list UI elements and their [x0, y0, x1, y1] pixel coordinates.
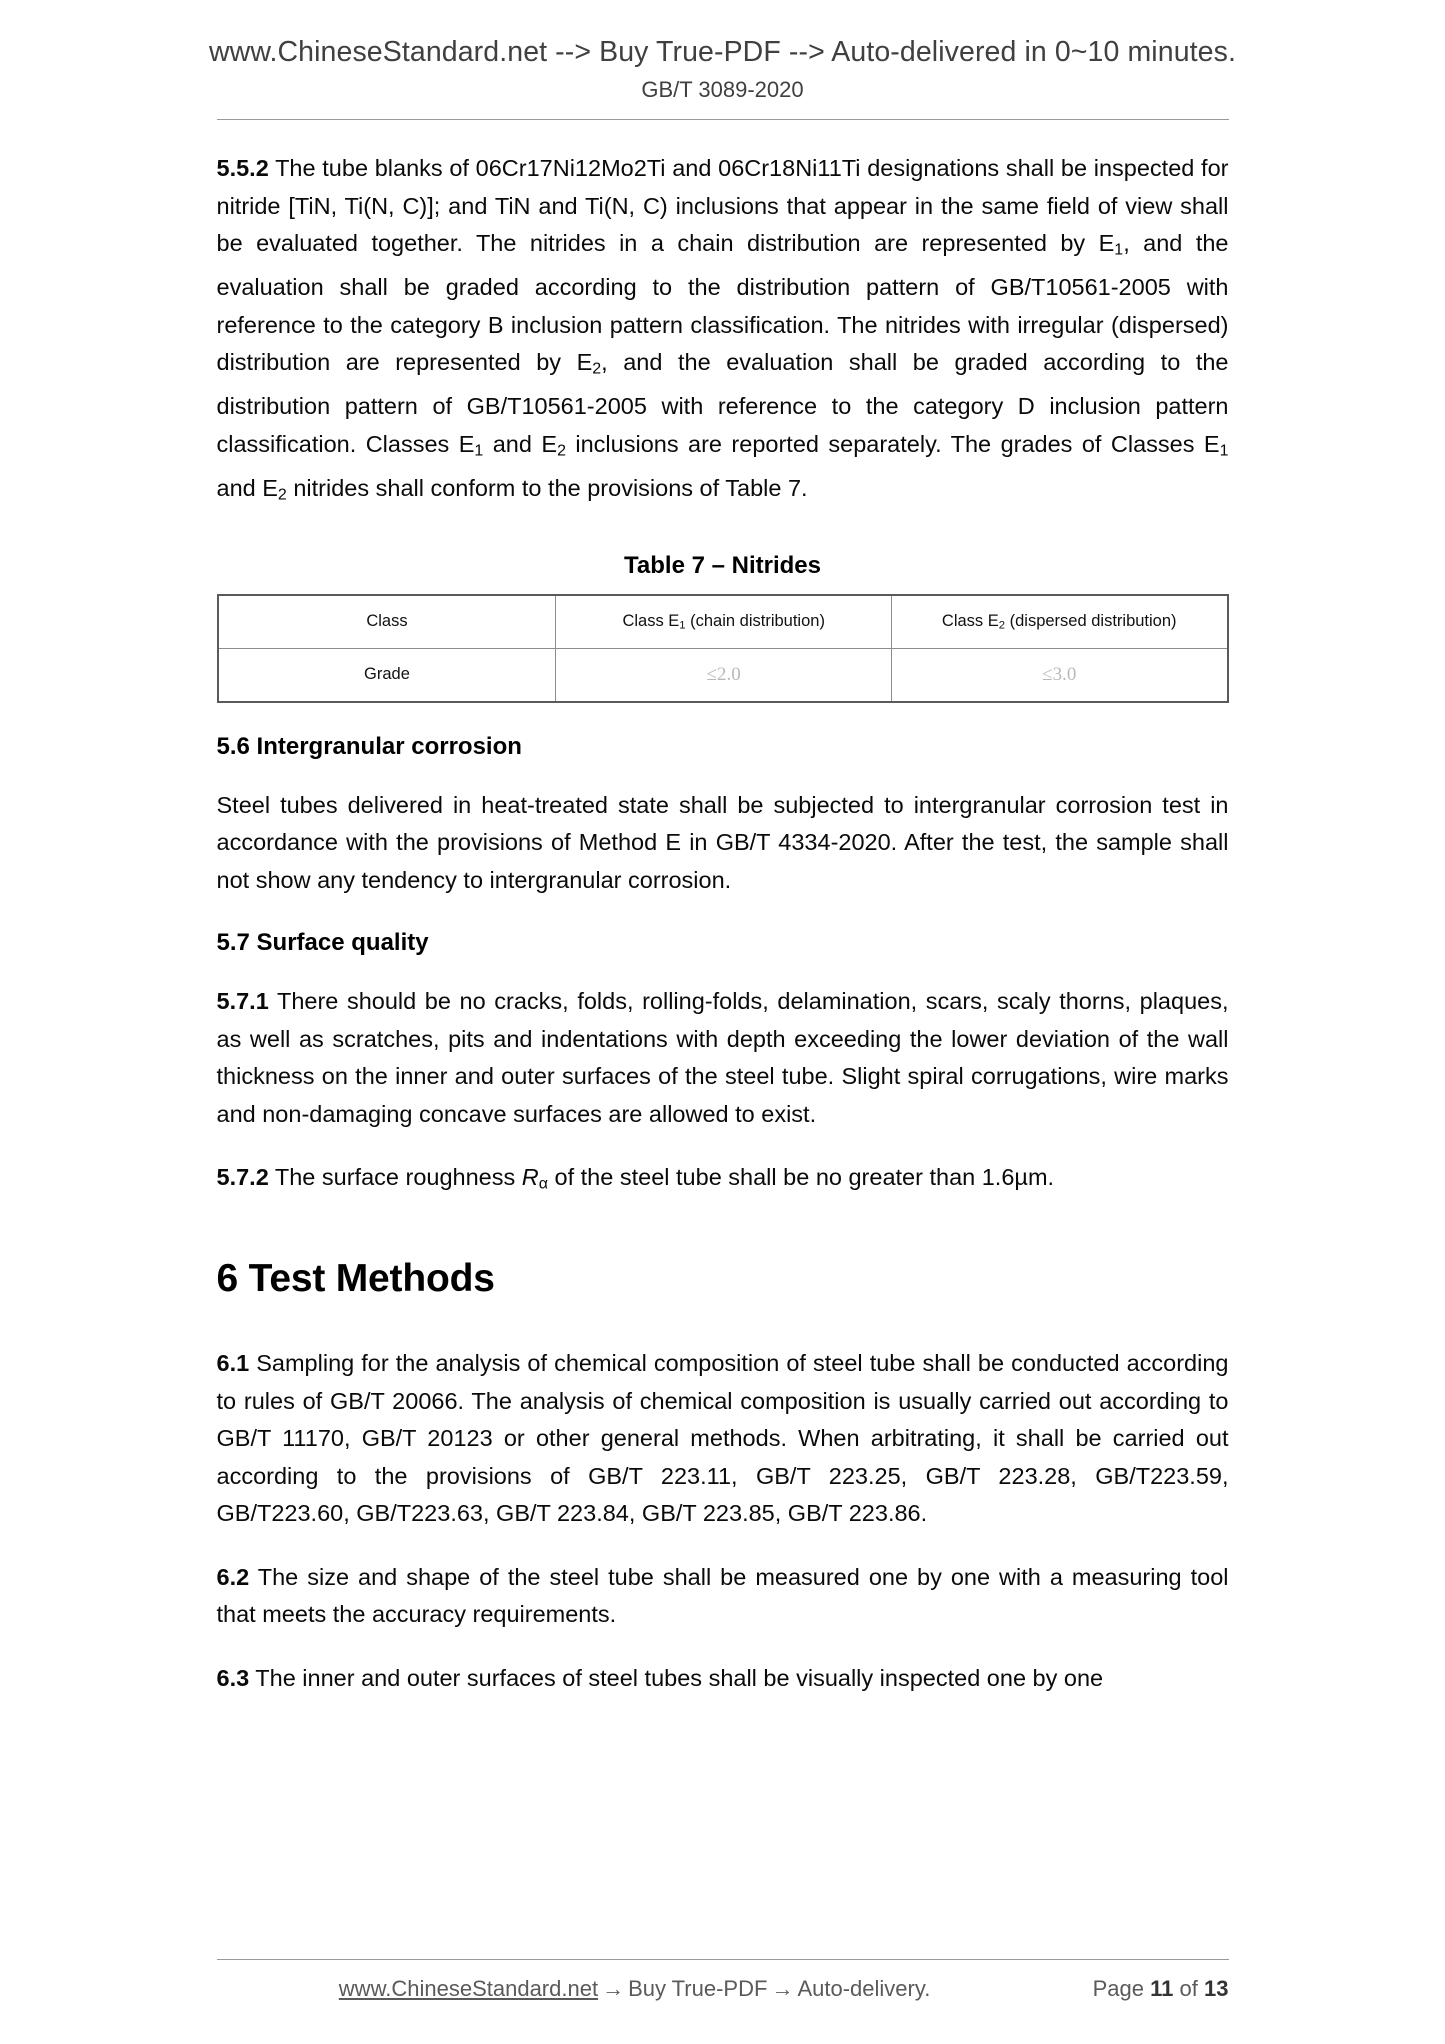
clause-5-5-2-text-5: inclusions are reported separately. The grades of Classes E — [565, 430, 1220, 457]
table-cell-grade-label: Grade — [218, 648, 556, 702]
class-e1-prefix: Class E — [622, 611, 680, 630]
clause-number-6-1: 6.1 — [216, 1350, 250, 1376]
subscript-e1-c: 1 — [1219, 442, 1229, 459]
clause-5-5-2-text-2: , and the evaluation shall be graded according to the distribution pattern of GB/T10561-2005 with reference to the category B inclusion pattern classification. The nitrides with irregular (dispersed) distribution are represented by E — [216, 230, 1229, 375]
clause-5-7-1-text: There should be no cracks, folds, rolling-folds, delamination, scars, scaly thorns, plaques, as well as scratches, pits and indentations with depth exceeding the lower deviation of the wall thickness on the inner and outer surfaces of the steel tube. Slight spiral corrugations, wire marks and non-damaging concave surfaces are allowed to exist. — [216, 988, 1229, 1127]
of-label: of — [1179, 1976, 1198, 2001]
clause-5-5-2-text-3: , and the evaluation shall be graded according to the distribution pattern of GB/T10561-2005 with reference to the category D inclusion pattern classification. Classes E — [216, 349, 1229, 457]
footer-promo — [217, 1976, 1093, 2002]
subscript-e2-a: 2 — [592, 360, 602, 378]
clause-5-5-2-text-7: nitrides shall conform to the provisions of Table 7. — [286, 474, 808, 501]
clause-5-7-2 — [217, 1159, 1229, 1203]
clause-5-5-2-text-1: The tube blanks of 06Cr17Ni12Mo2Ti and 06Cr18Ni11Ti designations shall be inspected for nitride [TiN, Ti(N, C)]; and TiN and Ti(N, C) inclusions that appear in the same field of view shall be evaluated together. The nitrides in a chain distribution are represented by E — [216, 155, 1229, 256]
table-7-caption: Table 7 – Nitrides — [624, 551, 821, 579]
footer-website-link[interactable]: www.ChineseStandard.net — [338, 1976, 599, 2001]
page-number: 11 — [1150, 1976, 1174, 2001]
clause-5-5-2 — [217, 150, 1229, 514]
table-cell-grade-e1-value: ≤2.0 — [556, 648, 892, 702]
clause-6-2 — [217, 1559, 1229, 1634]
clause-6-1 — [217, 1345, 1229, 1533]
subscript-e1-b: 1 — [474, 442, 484, 459]
clause-number-5-7-1: 5.7.1 — [216, 988, 269, 1014]
class-e2-prefix: Class E — [941, 611, 999, 630]
clause-5-7-2-text-1: The surface roughness — [268, 1164, 522, 1190]
clause-5-7-1 — [217, 983, 1229, 1133]
footer-delivery-text: Auto-delivery. — [797, 1976, 931, 2001]
clause-number-6-3: 6.3 — [216, 1664, 250, 1691]
heading-5-6: 5.6 Intergranular corrosion — [216, 732, 522, 760]
clause-6-2-text: The size and shape of the steel tube shall be measured one by one with a measuring tool that meets the accuracy requirements. — [216, 1563, 1229, 1627]
subscript-e1-a: 1 — [1114, 241, 1124, 259]
page-total: 13 — [1204, 1976, 1229, 2001]
table-cell-class-label: Class — [218, 595, 556, 649]
heading-6-test-methods: 6 Test Methods — [216, 1257, 495, 1300]
footer-buy-text: Buy True-PDF — [628, 1976, 768, 2001]
document-body — [217, 120, 1229, 1697]
clause-5-5-2-text-6: and E — [216, 474, 278, 501]
arrow-right-icon-1: → — [602, 1976, 625, 2001]
roughness-symbol: R — [521, 1164, 539, 1190]
table-7-nitrides — [217, 594, 1229, 703]
page-indicator — [1093, 1976, 1229, 2002]
clause-5-6-body: Steel tubes delivered in heat-treated state shall be subjected to intergranular corrosion test in accordance with the provisions of Method E in GB/T 4334-2020. After the test, the sample shall not show any tendency to intergranular corrosion. — [216, 791, 1229, 893]
clause-number-6-2: 6.2 — [216, 1563, 250, 1590]
heading-5-7: 5.7 Surface quality — [216, 929, 429, 956]
class-e2-subscript: 2 — [998, 619, 1006, 632]
footer-content — [217, 1976, 1229, 2002]
table-row-grade — [218, 648, 1228, 702]
table-cell-class-e2 — [891, 595, 1227, 649]
clause-5-5-2-text-4: and E — [483, 430, 558, 457]
clause-6-1-text: Sampling for the analysis of chemical composition of steel tube shall be conducted according to rules of GB/T 20066. The analysis of chemical composition is usually carried out according to GB/T 11170, GB/T 20123 or other general methods. When arbitrating, it shall be carried out according to the provisions of GB/T 223.11, GB/T 223.25, GB/T 223.28, GB/T223.59, GB/T223.60, GB/T223.63, GB/T 223.84, GB/T 223.85, GB/T 223.86. — [216, 1350, 1229, 1526]
clause-number-5-7-2: 5.7.2 — [216, 1164, 269, 1190]
arrow-right-icon-2: → — [771, 1976, 794, 2001]
promo-banner: www.ChineseStandard.net --> Buy True-PDF --> Auto-delivered in 0~10 minutes. — [209, 36, 1236, 68]
table-row-class — [218, 595, 1228, 649]
subscript-e2-c: 2 — [277, 486, 287, 503]
class-e2-suffix: (dispersed distribution) — [1005, 611, 1177, 630]
page-footer — [0, 1959, 1445, 2002]
table-cell-grade-e2-value: ≤3.0 — [891, 648, 1227, 702]
clause-5-7-2-text-2: of the steel tube shall be no greater than 1.6µm. — [548, 1164, 1055, 1190]
table-cell-class-e1 — [556, 595, 892, 649]
class-e1-suffix: (chain distribution) — [685, 611, 825, 630]
page-label: Page — [1092, 1976, 1145, 2001]
clause-6-3-text: The inner and outer surfaces of steel tubes shall be visually inspected one by one — [249, 1664, 1104, 1691]
clause-6-3 — [217, 1660, 1229, 1698]
standard-number: GB/T 3089-2020 — [641, 77, 804, 102]
page-header — [0, 0, 1445, 120]
clause-number-5-5-2: 5.5.2 — [216, 155, 269, 181]
subscript-e2-b: 2 — [557, 442, 566, 459]
footer-divider — [217, 1959, 1229, 1960]
class-e1-subscript: 1 — [679, 619, 686, 632]
roughness-symbol-subscript: α — [538, 1175, 548, 1193]
